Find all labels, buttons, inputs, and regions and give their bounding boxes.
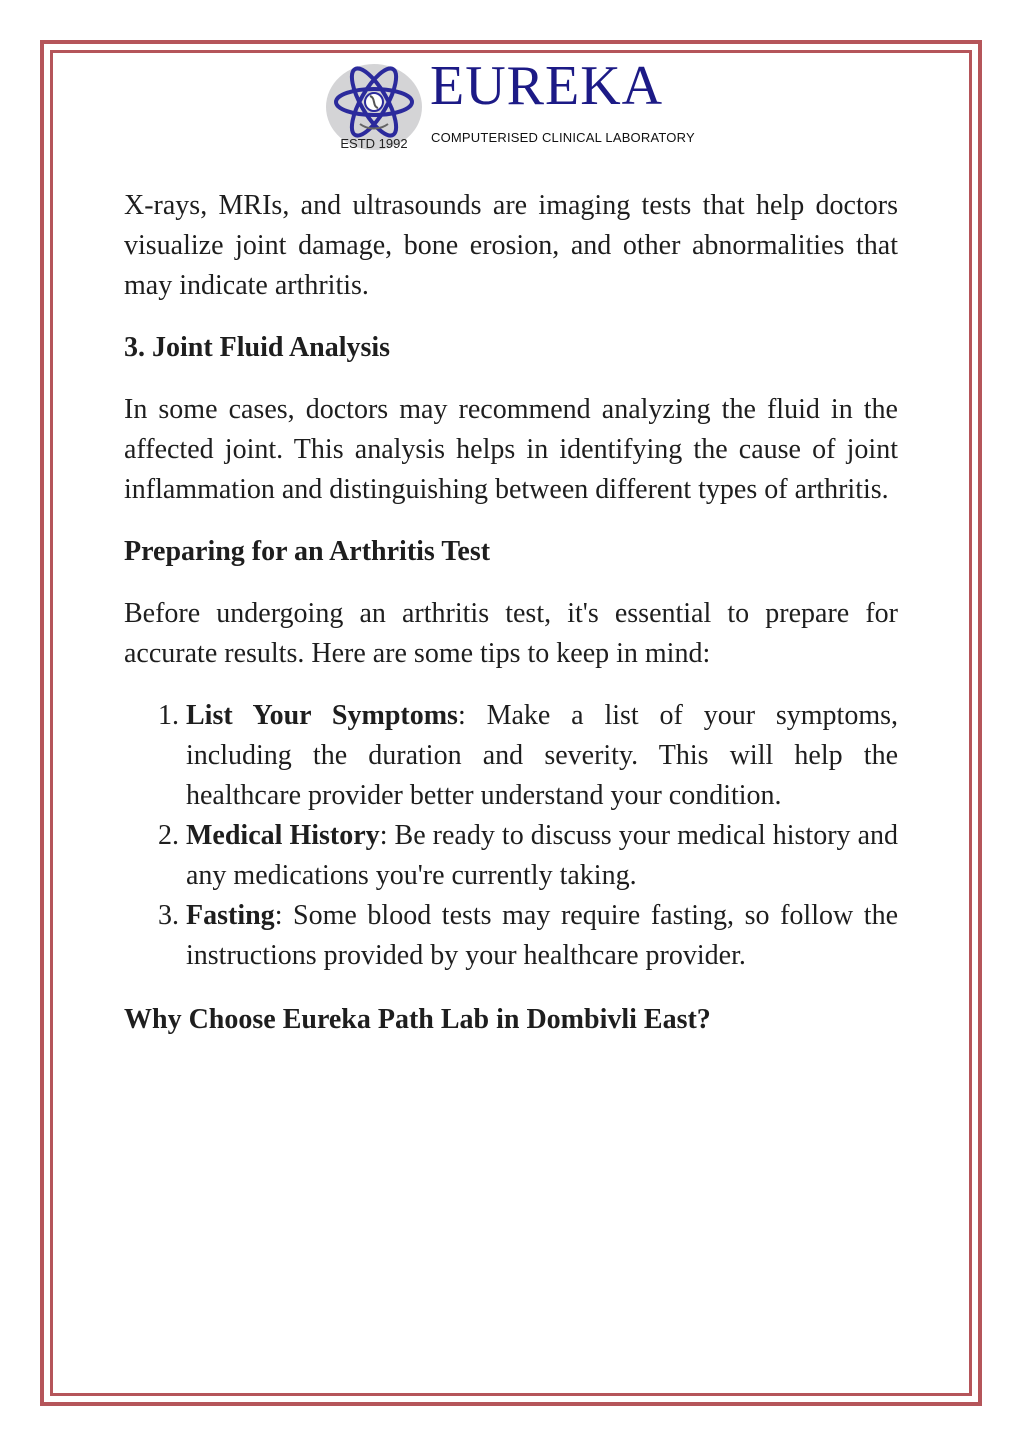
logo-name: EUREKA bbox=[430, 55, 664, 117]
heading-joint-fluid-analysis: 3. Joint Fluid Analysis bbox=[124, 332, 391, 363]
heading-preparing-test: Preparing for an Arthritis Test bbox=[124, 536, 491, 567]
list-item bbox=[186, 696, 898, 816]
logo-estd: ESTD 1992 bbox=[340, 136, 408, 151]
tip-title: Fasting bbox=[186, 900, 275, 931]
eureka-logo bbox=[326, 55, 726, 156]
paragraph-joint-fluid-analysis: In some cases, doctors may recommend analyzing the fluid in the affected joint. This analysis helps in identifying the cause of joint inflammation and distinguishing between different types of arthritis. bbox=[124, 394, 898, 505]
tip-title: List Your Symptoms bbox=[186, 700, 458, 731]
intro-paragraph: X-rays, MRIs, and ultrasounds are imaging tests that help doctors visualize joint damage, bone erosion, and other abnormalities that may indicate arthritis. bbox=[124, 190, 898, 301]
tips-list bbox=[124, 696, 898, 976]
tip-text: : Be ready to discuss your medical history and any medications you're currently taking. bbox=[186, 820, 899, 891]
paragraph-preparing-test: Before undergoing an arthritis test, it's essential to prepare for accurate results. Here are some tips to keep in mind: bbox=[124, 598, 898, 669]
tip-text: : Make a list of your symptoms, including the duration and severity. This will help the healthcare provider better understand your condition. bbox=[186, 700, 898, 811]
tip-text: : Some blood tests may require fasting, so follow the instructions provided by your healthcare provider. bbox=[186, 900, 898, 971]
logo-subtitle: COMPUTERISED CLINICAL LABORATORY bbox=[431, 130, 695, 145]
list-item bbox=[186, 896, 898, 976]
list-item bbox=[186, 816, 898, 896]
document-body bbox=[124, 186, 898, 1062]
tip-title: Medical History bbox=[186, 820, 380, 851]
heading-why-choose: Why Choose Eureka Path Lab in Dombivli East? bbox=[124, 1004, 711, 1035]
